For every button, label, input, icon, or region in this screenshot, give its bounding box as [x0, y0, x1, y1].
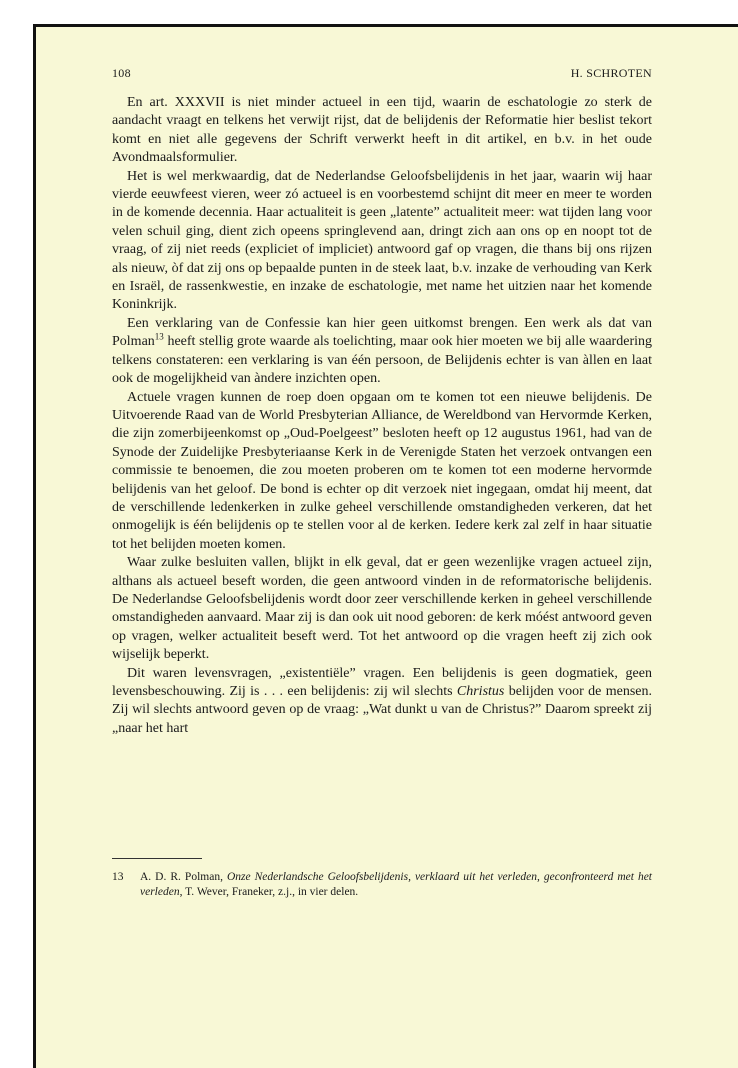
- footnote-number: 13: [112, 871, 124, 883]
- paragraph-3-text-b: heeft stellig grote waarde als toelichting, maar ook hier moeten we bij alle waardering telkens constateren: een verklaring is van één persoon, de Belijdenis echter is van àllen en laat ook de mogelijkheid van àndere inzichten open.: [112, 334, 652, 387]
- footnote-reference-13: 13: [154, 331, 164, 342]
- footnote: [112, 870, 652, 900]
- page-number: 108: [112, 66, 131, 80]
- paragraph-5: Waar zulke besluiten vallen, blijkt in elk geval, dat er geen wezenlijke vragen actueel zijn, althans als actueel beseft worden, die geen antwoord vinden in de reformatorische belijdenis. De Nederlandse Geloofsbelijdenis wordt door zeer verschillende kerken in geheel verschillende omstandigheden aanvaard. Maar zij is dan ook uit nood geboren: de kerk móést antwoord geven op vragen, welker actualiteit beseft werd. Tot het antwoord op die vragen heeft zij zich ook wijselijk beperkt.: [112, 555, 652, 663]
- paragraph-2: Het is wel merkwaardig, dat de Nederlandse Geloofsbelijdenis in het jaar, waarin wij haar vierde eeuwfeest vieren, weer zó actueel is en voorbestemd schijnt dit meer en meer te worden in de komende decennia. Haar actualiteit is geen „latente” actualiteit meer: wat tijden lang voor velen schuil ging, dient zich opeens springlevend aan, dringt zich aan ons op en noopt tot de vraag, of zij niet reeds (expliciet of impliciet) antwoord gaf op vragen, die thans bij ons rijzen als nieuw, òf dat zij ons op bepaalde punten in de steek laat, b.v. inzake de verhouding van Kerk en Israël, de rassenkwestie, en inzake de eschatologie, met name het uitzien naar het komende Koninkrijk.: [112, 168, 652, 313]
- paragraph-6: [112, 665, 652, 739]
- paragraph-3-text-a: Een verklaring van de Confessie kan hier geen uitkomst brengen. Een werk als dat van Polman: [112, 315, 652, 350]
- paragraph-1: En art. XXXVII is niet minder actueel in een tijd, waarin de eschatologie zo sterk de aandacht vraagt en telkens het verwijt rijst, dat de belijdenis der Reformatie hier beslist tekort komt en niet alle gegevens der Schrift verwerkt heeft in dit artikel, en b.v. in het oude Avondmaalsformulier.: [112, 95, 652, 166]
- footnote-author: A. D. R. Polman,: [140, 871, 227, 883]
- paragraph-3: [112, 315, 652, 389]
- paragraph-6-text-a: Dit waren levensvragen, „existentiële” vragen. Een belijdenis is geen dogmatiek, geen levensbeschouwing. Zij is . . . een belijdenis: zij wil slechts: [112, 665, 652, 699]
- footnote-rule: [112, 858, 202, 859]
- footnote-publication: , T. Wever, Franeker, z.j., in vier delen.: [179, 886, 359, 898]
- running-head-author: H. SCHROTEN: [570, 66, 652, 80]
- footnote-title: Onze Nederlandsche Geloofsbelijdenis, verklaard uit het verleden, geconfronteerd met het verleden: [140, 871, 652, 898]
- paragraph-6-italic: Christus: [456, 684, 505, 699]
- paragraph-4: Actuele vragen kunnen de roep doen opgaan om te komen tot een nieuwe belijdenis. De Uitvoerende Raad van de World Presbyterian Alliance, de Wereldbond van Hervormde Kerken, die zijn zomerbijeenkomst op „Oud-Poelgeest” besloten heeft op 12 augustus 1961, had van de Synode der Zuidelijke Presbyteriaanse Kerk in de Verenigde Staten het verzoek ontvangen een commissie te benoemen, die zou moeten proberen om te komen tot een moderne hervormde belijdenis van het geloof. De bond is echter op dit verzoek niet ingegaan, omdat hij meent, dat de verschillende ledenkerken in zulke geheel verschillende omstandigheden verkeren, dat het onmogelijk is één belijdenis op te stellen voor al de kerken. Iedere kerk zal zelf in haar situatie tot het belijden moeten komen.: [112, 389, 652, 552]
- paragraph-6-text-b: belijden voor de mensen. Zij wil slechts antwoord geven op de vraag: „Wat dunkt u van de Christus?” Daarom spreekt zij „naar het hart: [112, 684, 652, 736]
- body-text: [112, 94, 652, 738]
